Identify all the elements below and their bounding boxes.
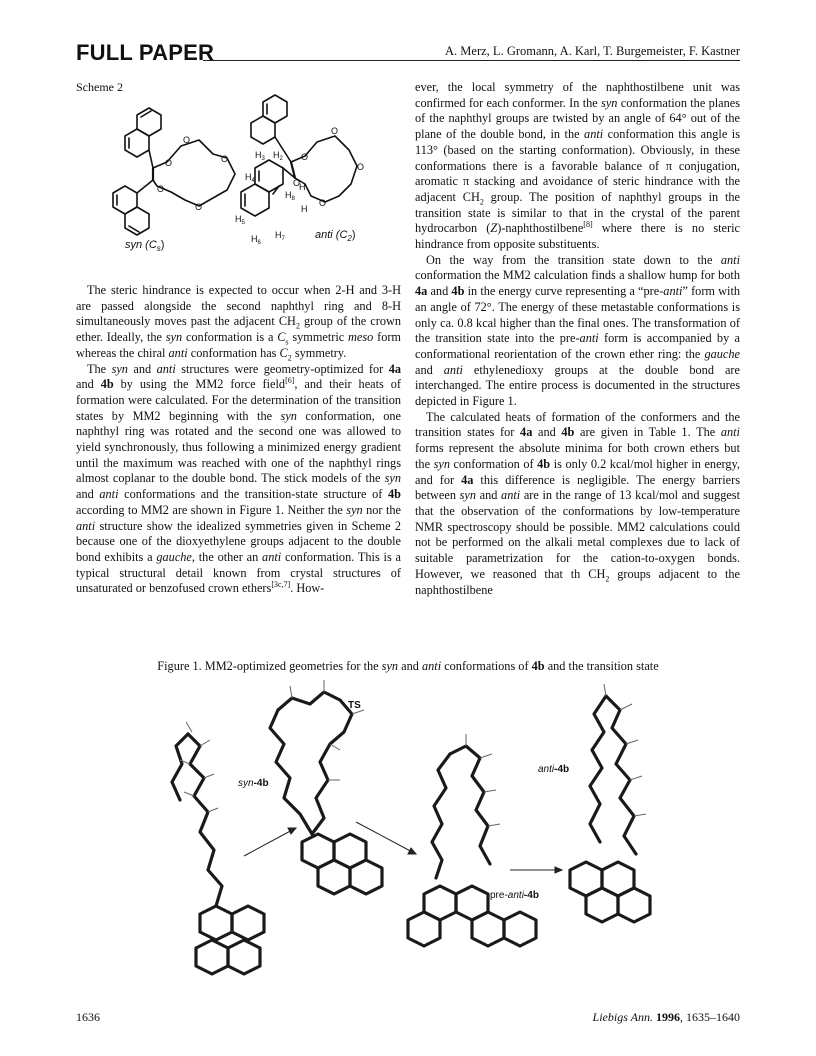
pre-anti-4b-ring-5 <box>408 912 440 946</box>
anti-4b-label: anti-4b <box>538 764 570 775</box>
anti-upper-naphthyl-icon <box>251 95 287 144</box>
ts-ring-4 <box>350 860 382 894</box>
h8-label: $H_8$ <box>285 190 295 202</box>
anti-o-label: O <box>301 152 309 162</box>
arrow-syn-to-ts <box>244 828 296 856</box>
paragraph: On the way from the transition state down to the anti conformation the MM2 calculation finds a shallow hump for both 4a and 4b in the energy curve representing a “pre-anti” form with an angle of 72°. The energy of these metastable conformations is only ca. 0.8 kcal higher than the final ones. The transformation of the transition state into the pre-anti form is accompanied by a conformational reorientation of the crown ether ring: the gauche and anti ethylenedioxy groups at the double bond are interchanged. The entire process is documented in the structures depicted in Figure 1. <box>415 252 741 409</box>
anti-o-label: O <box>331 126 339 136</box>
arrow-head-icon <box>288 828 296 834</box>
arrow-head-icon <box>408 848 416 854</box>
syn-4b-ring-1 <box>200 906 232 940</box>
h6-label: $H_6$ <box>251 234 261 246</box>
left-column <box>76 283 401 597</box>
anti-o-label: O <box>357 162 365 172</box>
scheme-2-structures <box>95 88 375 278</box>
anti-caption: anti $(C_2)$ <box>315 229 356 243</box>
anti-o-label: O <box>293 178 301 188</box>
anti-o-label: O <box>319 198 327 208</box>
pre-anti-4b-crown-backbone <box>450 746 490 864</box>
figure-1-stick-models <box>160 674 680 994</box>
syn-lower-naphthyl-icon <box>113 186 149 235</box>
anti-lower-naphthyl-icon <box>241 160 283 216</box>
pre-anti-4b-ring-4 <box>504 912 536 946</box>
h4-label: $H_4$ <box>245 172 255 184</box>
syn-o-label: O <box>195 202 203 212</box>
syn-4b-ring-3 <box>196 940 228 974</box>
syn-4b-label: syn-4b <box>238 778 269 789</box>
ts-label: TS <box>348 700 361 711</box>
pre-anti-4b-label: pre-anti-4b <box>490 890 539 901</box>
pre-anti-4b-ring-3 <box>472 912 504 946</box>
anti-4b-ring-3 <box>586 888 618 922</box>
paragraph: ever, the local symmetry of the naphthostilbene unit was confirmed for each conformer. In the syn conformation the planes of the naphthyl groups are twisted by an angle of 64° out of the plane of the double bond, in the anti conformation this angle is 113° (based on the starting conformation). Obviously, in these conformations there is a favorable balance of π conjugation, aromatic π stacking and avoidance of steric hindrance with the adjacent $CH_2$ group. The position of naphthyl groups in the transition state is similar to that in the crystal of the parent hydrocarbon (Z)-naphthostilbene[8] where there is no steric hindrance from opposite substituents. <box>415 80 740 252</box>
paragraph: The calculated heats of formation of the conformers and the transition states for 4a and 4b are given in Table 1. The anti forms represent the absolute minima for both crown ethers but the syn conformation of 4b is only 0.2 kcal/mol higher in energy, and for 4a this difference is negligible. The energy barriers between syn and anti are in the range of 13 kcal/mol and suggest that the observation of the conformations by low-temperature NMR spectroscopy should be possible. MM2 calculations could not be performed on the alkali metal complexes due to lack of suitable parametrization for the cation-to-oxygen bonds. However, we reasoned that th $CH_2$ groups adjacent to the naphthostilbene <box>415 409 741 597</box>
anti-crown-ether <box>291 136 357 202</box>
ts-crown-backbone <box>278 692 352 834</box>
syn-4b-crown-backbone <box>188 734 222 906</box>
syn-o-label: O <box>157 184 165 194</box>
h5-label: $H_5$ <box>235 214 245 226</box>
running-head-authors: A. Merz, L. Gromann, A. Karl, T. Burgemeister, F. Kastner <box>445 44 740 58</box>
syn-double-bond-upper <box>149 150 153 168</box>
scheme-label: Scheme 2 <box>76 80 123 94</box>
anti-4b-ring-4 <box>618 888 650 922</box>
h2-label: $H_2$ <box>273 150 283 162</box>
anti-4b-crown-backbone <box>606 696 636 854</box>
page-number: 1636 <box>76 1010 100 1024</box>
syn-crown-ether <box>153 140 235 206</box>
journal-citation: Liebigs Ann. 1996, 1635–1640 <box>592 1010 740 1024</box>
h3-label: $H_3$ <box>255 150 265 162</box>
syn-double-bond-lower <box>137 180 153 193</box>
syn-o-label: O <box>221 154 229 164</box>
syn-4b-ring-4 <box>228 940 260 974</box>
syn-caption: syn $(C_s)$ <box>125 239 165 253</box>
paragraph: The syn and anti structures were geometry-optimized for 4a and 4b by using the MM2 force field[6], and their heats of formation were calculated. For the determination of the transition states by MM2 beginning with the syn conformation, one naphthyl ring was rotated and the second one was allowed to yield synchronously, thus following a minimized energy gradient until the maximum was reached with one of the naphthyl rings almost coplanar to the double bond. The stick models of the syn and anti conformations and the transition-state structure of 4b according to MM2 are shown in Figure 1. Neither the syn nor the anti structure show the idealized symmetries given in Scheme 2 because one of the dioxyethylene groups adjacent to the double bond exhibits a gauche, the other an anti conformation. This is a typical structural detail known from crystal structures of unsaturated or benzofused crown ethers[3c,7]. How- <box>76 361 401 596</box>
h-label: H <box>299 182 306 192</box>
syn-4b-ring-2 <box>232 906 264 940</box>
syn-o-label: O <box>165 158 173 168</box>
paragraph: The steric hindrance is expected to occur when 2-H and 3-H are passed alongside the second naphthyl ring and 8-H simultaneously moves past the adjacent $CH_2$ group of the crown ether. Ideally, the syn conformation is a $C_s$ symmetric meso form whereas the chiral anti conformation has $C_2$ symmetry. <box>76 283 402 363</box>
h-label: H <box>301 204 308 214</box>
running-head-title: FULL PAPER <box>76 40 215 65</box>
header-rule <box>203 60 740 61</box>
syn-upper-naphthyl-icon <box>125 108 161 157</box>
right-column <box>415 80 740 598</box>
figure-caption: Figure 1. MM2-optimized geometries for the syn and anti conformations of 4b and the transition state <box>157 659 659 673</box>
syn-o-label: O <box>183 135 191 145</box>
h7-label: $H_7$ <box>275 230 285 242</box>
arrow-head-icon <box>555 867 562 873</box>
